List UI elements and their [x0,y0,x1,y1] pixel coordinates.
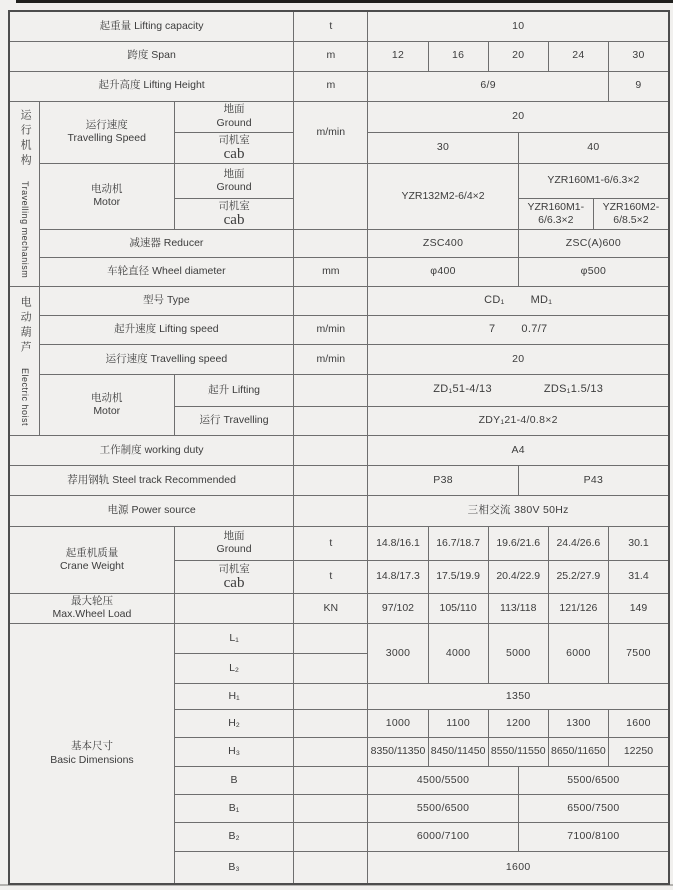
tm-motor-unit-empty [294,163,368,229]
tm-motor-ground-label [174,163,293,198]
max-wheel-load-unit: KN [294,593,368,623]
dim-l1-label: L₁ [174,623,293,653]
tm-motor-label-cn: 电动机 [90,183,123,196]
dim-h1-value: 1350 [368,683,669,709]
tm-motor-label [39,163,174,229]
span-unit: m [294,41,368,71]
reducer-left-value: ZSC400 [368,229,518,257]
hoist-type-value [368,286,669,315]
crane-weight-cab-v3: 20.4/22.9 [488,560,548,593]
wheel-diameter-unit: mm [294,257,368,286]
travelling-speed-label-cn: 运行速度 [85,118,128,131]
crane-spec-table [8,10,670,885]
section-travelling-mechanism-cn: 运行机构 [19,109,32,170]
dim-h1-label: H₁ [174,683,293,709]
tm-motor-ground-right-value: YZR160M1-6/6.3×2 [518,163,669,198]
hoist-lifting-speed-value-2: 0.7/7 [521,322,548,335]
lifting-height-main: 6/9 [368,71,609,101]
ground-label-cn: 地面 [223,103,245,116]
power-source-unit-empty [294,495,368,526]
hoist-motor-travelling-label [174,406,293,435]
power-source-value: 三相交流 380V 50Hz [368,495,669,526]
dim-h2-v4: 1300 [548,709,608,737]
span-value-24: 24 [548,41,608,71]
hoist-motor-lifting-value [368,374,669,406]
section-electric-hoist-cn: 电动葫芦 [19,295,32,356]
dim-b1-left: 5500/6500 [368,794,518,822]
wheel-diameter-label: 车轮直径 Wheel diameter [39,257,294,286]
cab-label-cn: 司机室 [218,562,250,575]
dim-h3-v4: 8650/11650 [548,737,608,766]
power-source-label: 电源 Power source [9,495,294,526]
max-wheel-load-v3: 113/118 [488,593,548,623]
ground-label-cn: 地面 [223,530,245,543]
dim-b-left: 4500/5500 [368,766,518,794]
hoist-type-value-1: CD₁ [484,293,505,306]
steel-track-label: 荐用钢轨 Steel track Recommended [9,465,294,495]
dim-b2-left: 6000/7100 [368,822,518,851]
hoist-motor-lifting-label [174,374,293,406]
dim-b-unit-empty [294,766,368,794]
cab-label-cn: 司机室 [218,133,250,146]
wheel-diameter-right-value: φ500 [518,257,669,286]
hoist-motor-lifting-label-en: Lifting [232,383,261,396]
span-value-30: 30 [608,41,669,71]
section-basic-dimensions-en: Basic Dimensions [50,753,134,766]
hoist-motor-label-cn: 电动机 [90,391,123,404]
travelling-speed-cab-right: 40 [518,132,669,163]
working-duty-label: 工作制度 working duty [9,435,294,465]
dim-h3-v2: 8450/11450 [428,737,488,766]
dim-h2-v2: 1100 [428,709,488,737]
dim-h2-unit-empty [294,709,368,737]
steel-track-unit-empty [294,465,368,495]
ground-label-en: Ground [216,116,252,129]
crane-weight-ground-label [174,526,293,560]
dim-h2-v1: 1000 [368,709,428,737]
hoist-lifting-speed-value-1: 7 [489,322,496,335]
dim-l-v4: 6000 [548,623,608,683]
wheel-diameter-left-value: φ400 [368,257,518,286]
steel-track-left-value: P38 [368,465,518,495]
cab-label-en: cab [223,574,245,591]
travelling-speed-label [39,101,174,163]
lifting-height-unit: m [294,71,368,101]
crane-weight-cab-v1: 14.8/17.3 [368,560,428,593]
dim-h1-unit-empty [294,683,368,709]
hoist-motor-travelling-unit-empty [294,406,368,435]
dim-l-v1: 3000 [368,623,428,683]
max-wheel-load-sub-empty [174,593,293,623]
span-value-16: 16 [428,41,488,71]
dim-b-label: B [174,766,293,794]
crane-weight-cab-unit: t [294,560,368,593]
max-wheel-load-v2: 105/110 [428,593,488,623]
section-electric-hoist [9,286,39,435]
travelling-speed-cab-label [174,132,293,163]
working-duty-value: A4 [368,435,669,465]
span-value-20: 20 [488,41,548,71]
dim-h3-v5: 12250 [608,737,669,766]
hoist-motor-label [39,374,174,435]
tm-motor-cab-right-value-2: YZR160M2-6/8.5×2 [593,198,669,229]
dim-l1-unit-empty [294,623,368,653]
span-value-12: 12 [368,41,428,71]
travelling-speed-label-en: Travelling Speed [67,132,146,145]
section-basic-dimensions [9,623,174,884]
max-wheel-load-label-en: Max.Wheel Load [52,608,132,621]
hoist-travelling-speed-label: 运行速度 Travelling speed [39,344,294,374]
hoist-motor-lifting-value-1: ZD₁51-4/13 [433,383,492,396]
travelling-speed-cab-left: 30 [368,132,518,163]
dim-b3-label: B₃ [174,851,293,884]
crane-weight-ground-v2: 16.7/18.7 [428,526,488,560]
crane-weight-label-cn: 起重机质量 [65,546,119,559]
hoist-motor-travelling-label-en: Travelling [223,414,269,427]
crane-weight-cab-v2: 17.5/19.9 [428,560,488,593]
max-wheel-load-label-cn: 最大轮压 [70,595,113,608]
crane-weight-ground-v4: 24.4/26.6 [548,526,608,560]
max-wheel-load-label [9,593,174,623]
dim-b2-unit-empty [294,822,368,851]
dim-h2-v5: 1600 [608,709,669,737]
ground-label-en: Ground [216,543,252,556]
lifting-capacity-label: 起重量 Lifting capacity [9,11,294,41]
hoist-motor-lifting-label-cn: 起升 [208,383,230,396]
section-electric-hoist-en: Electric hoist [20,367,31,426]
lifting-height-last: 9 [608,71,669,101]
dim-h2-v3: 1200 [488,709,548,737]
max-wheel-load-v1: 97/102 [368,593,428,623]
hoist-type-unit-empty [294,286,368,315]
crane-weight-ground-unit: t [294,526,368,560]
cab-label-en: cab [223,145,245,162]
cab-label-cn: 司机室 [218,199,250,212]
dim-h2-label: H₂ [174,709,293,737]
dim-h3-v1: 8350/11350 [368,737,428,766]
dim-b2-right: 7100/8100 [518,822,669,851]
tm-motor-cab-label [174,198,293,229]
reducer-right-value: ZSC(A)600 [518,229,669,257]
reducer-label: 减速器 Reducer [39,229,294,257]
crane-weight-label-en: Crane Weight [59,559,124,572]
reducer-unit-empty [294,229,368,257]
max-wheel-load-v5: 149 [608,593,669,623]
dim-b1-unit-empty [294,794,368,822]
steel-track-right-value: P43 [518,465,669,495]
dim-h3-v3: 8550/11550 [488,737,548,766]
hoist-type-value-2: MD₁ [530,293,553,306]
ground-label-en: Ground [216,180,252,193]
tm-motor-cab-right-value-1: YZR160M1-6/6.3×2 [518,198,593,229]
span-label: 跨度 Span [9,41,294,71]
crane-weight-cab-label [174,560,293,593]
dim-b1-label: B₁ [174,794,293,822]
page-top-rule [16,0,673,3]
hoist-motor-lifting-value-2: ZDS₁1.5/13 [543,383,604,396]
dim-b-right: 5500/6500 [518,766,669,794]
dim-l2-label: L₂ [174,653,293,683]
section-travelling-mechanism [9,101,39,286]
dim-b1-right: 6500/7500 [518,794,669,822]
crane-weight-ground-v1: 14.8/16.1 [368,526,428,560]
hoist-type-label: 型号 Type [39,286,294,315]
hoist-lifting-speed-label: 起升速度 Lifting speed [39,315,294,344]
hoist-lifting-speed-value [368,315,669,344]
lifting-height-label: 起升高度 Lifting Height [9,71,294,101]
crane-weight-cab-v5: 31.4 [608,560,669,593]
dim-b2-label: B₂ [174,822,293,851]
hoist-lifting-speed-unit: m/min [294,315,368,344]
dim-h3-unit-empty [294,737,368,766]
lifting-capacity-unit: t [294,11,368,41]
crane-weight-label [9,526,174,593]
section-basic-dimensions-cn: 基本尺寸 [70,740,113,753]
travelling-speed-ground-value: 20 [368,101,669,132]
hoist-motor-travelling-value: ZDY₁21-4/0.8×2 [368,406,669,435]
ground-label-cn: 地面 [223,167,245,180]
hoist-motor-travelling-label-cn: 运行 [199,414,221,427]
working-duty-unit-empty [294,435,368,465]
dim-l-v2: 4000 [428,623,488,683]
hoist-travelling-speed-value: 20 [368,344,669,374]
crane-weight-cab-v4: 25.2/27.9 [548,560,608,593]
hoist-motor-lifting-unit-empty [294,374,368,406]
section-travelling-mechanism-en: Travelling mechanism [20,180,31,279]
lifting-capacity-value: 10 [368,11,669,41]
travelling-speed-unit: m/min [294,101,368,163]
dim-h3-label: H₃ [174,737,293,766]
tm-motor-left-value: YZR132M2-6/4×2 [368,163,518,229]
crane-weight-ground-v3: 19.6/21.6 [488,526,548,560]
tm-motor-label-en: Motor [93,196,121,209]
dim-l2-unit-empty [294,653,368,683]
hoist-motor-label-en: Motor [93,404,121,417]
max-wheel-load-v4: 121/126 [548,593,608,623]
cab-label-en: cab [223,211,245,228]
hoist-travelling-speed-unit: m/min [294,344,368,374]
dim-l-v3: 5000 [488,623,548,683]
travelling-speed-ground-label [174,101,293,132]
crane-weight-ground-v5: 30.1 [608,526,669,560]
dim-l-v5: 7500 [608,623,669,683]
dim-b3-value: 1600 [368,851,669,884]
dim-b3-unit-empty [294,851,368,884]
